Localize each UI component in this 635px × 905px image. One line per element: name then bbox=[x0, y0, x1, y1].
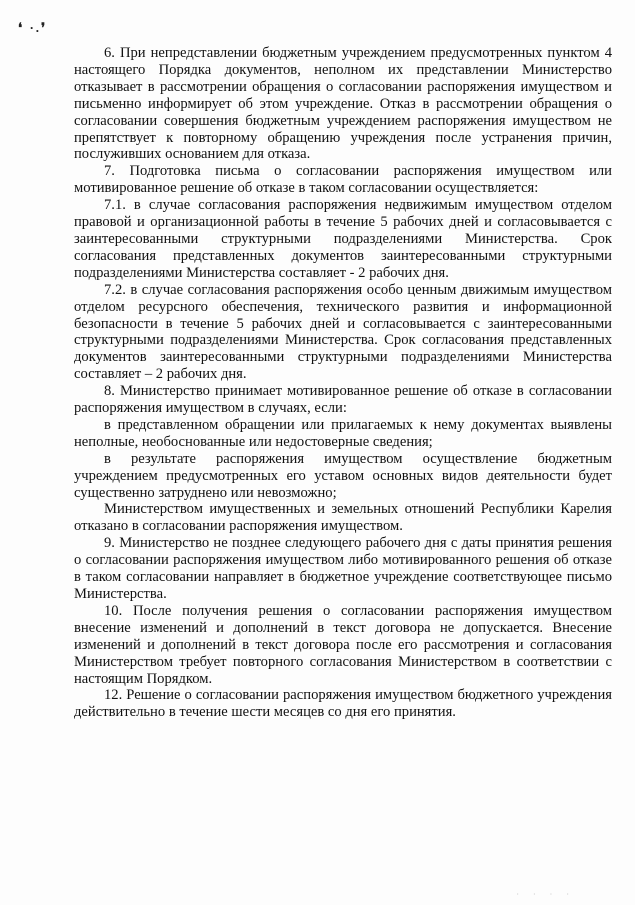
paragraph-8: 8. Министерство принимает мотивированное решение об отказе в согласовании распоряжения имуществом в случаях, если: bbox=[74, 383, 612, 417]
paragraph-12: 12. Решение о согласовании распоряжения имуществом бюджетного учреждения действительно в течение шести месяцев со дня его принятия. bbox=[74, 687, 612, 721]
paragraph-8-case-3: Министерством имущественных и земельных отношений Республики Карелия отказано в согласовании распоряжения имуществом. bbox=[74, 501, 612, 535]
paragraph-6: 6. При непредставлении бюджетным учреждением предусмотренных пунктом 4 настоящего Порядка документов, неполном их представлении Министерство отказывает в рассмотрении обращения о согласовании распоряжения имуществом и письменно информирует об этом учреждение. Отказ в рассмотрении обращения о согласовании совершения бюджетным учреждением распоряжения имуществом не препятствует к повторному обращению учреждения после устранения причин, послуживших основанием для отказа. bbox=[74, 45, 612, 163]
scan-artifact: ❛ ·.❜ bbox=[18, 20, 48, 35]
paragraph-9: 9. Министерство не позднее следующего рабочего дня с даты принятия решения о согласовании распоряжения имуществом либо мотивированного решения об отказе в таком согласовании направляет в бюджетное учреждение соответствующее письмо Министерства. bbox=[74, 535, 612, 602]
scan-noise: · · · · bbox=[516, 890, 575, 899]
document-body bbox=[74, 45, 612, 721]
paragraph-8-case-2: в результате распоряжения имуществом осуществление бюджетным учреждением предусмотренных его уставом основных видов деятельности будет существенно затруднено или невозможно; bbox=[74, 450, 612, 501]
paragraph-7: 7. Подготовка письма о согласовании распоряжения имуществом или мотивированное решение об отказе в таком согласовании осуществляется: bbox=[74, 163, 612, 197]
paragraph-8-case-1: в представленном обращении или прилагаемых к нему документах выявлены неполные, необоснованные или недостоверные сведения; bbox=[74, 416, 612, 450]
paragraph-10: 10. После получения решения о согласовании распоряжения имуществом внесение изменений и дополнений в текст договора не допускается. Внесение изменений и дополнений в текст договора после его рассмотрения и согласования Министерством требует повторного согласования Министерством в соответствии с настоящим Порядком. bbox=[74, 602, 612, 687]
paragraph-7-2: 7.2. в случае согласования распоряжения особо ценным движимым имуществом отделом ресурсного обеспечения, технического развития и информационной безопасности в течение 5 рабочих дней и согласовывается с заинтересованными структурными подразделениями Министерства. Срок согласования представленных документов заинтересованными структурными подразделениями Министерства составляет – 2 рабочих дня. bbox=[74, 281, 612, 383]
paragraph-7-1: 7.1. в случае согласования распоряжения недвижимым имуществом отделом правовой и организационной работы в течение 5 рабочих дней и согласовывается с заинтересованными структурными подразделениями Министерства. Срок согласования представленных документов заинтересованными структурными подразделениями Министерства составляет - 2 рабочих дня. bbox=[74, 197, 612, 281]
